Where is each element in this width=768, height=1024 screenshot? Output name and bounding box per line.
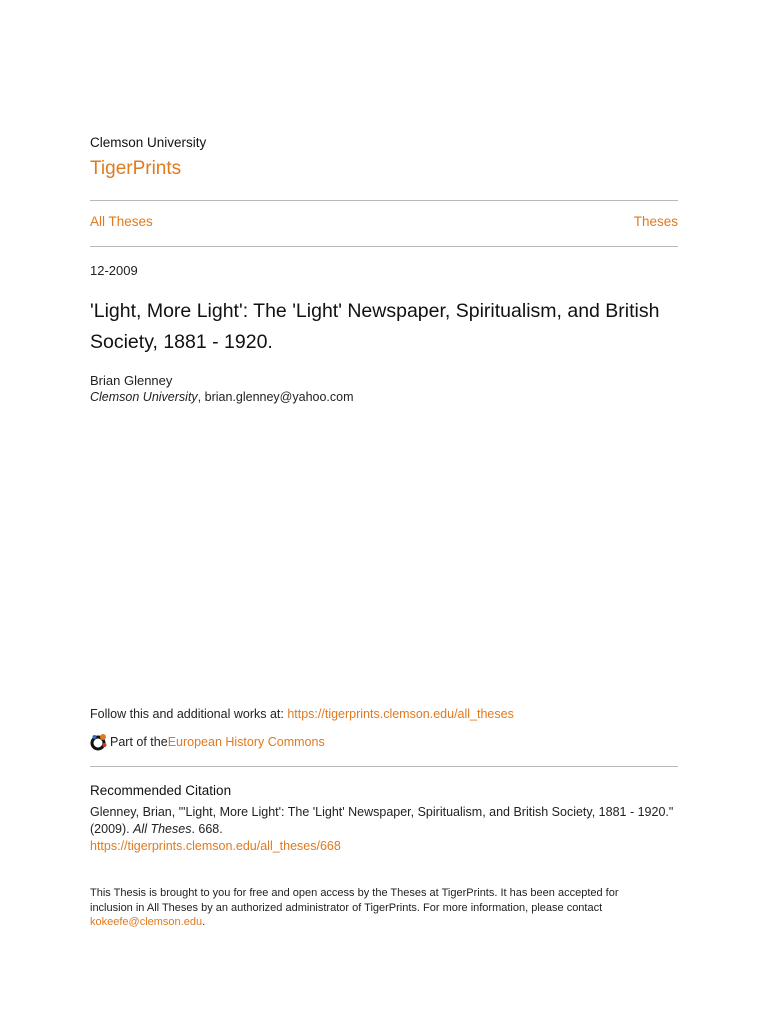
affiliation-separator: , [197, 390, 205, 404]
access-notice-text: This Thesis is brought to you for free and open access by the Theses at TigerPrints. It has been accepted for inclusion in All Theses by an authorized administrator of TigerPrints. For more information, please contact [90, 887, 619, 914]
access-notice-end: . [202, 916, 206, 928]
author-name: Brian Glenney [90, 373, 173, 388]
network-icon [90, 733, 108, 751]
follow-url-link[interactable]: https://tigerprints.clemson.edu/all_theses [287, 707, 514, 721]
citation-text [90, 804, 678, 855]
european-history-commons-link[interactable]: European History Commons [167, 735, 325, 749]
follow-line [90, 707, 514, 721]
top-divider [90, 200, 678, 201]
recommended-citation-heading: Recommended Citation [90, 783, 232, 798]
part-of-label: Part of the [110, 735, 168, 749]
citation-divider [90, 766, 678, 767]
citation-number: . 668. [191, 822, 223, 836]
repository-link[interactable]: TigerPrints [90, 158, 182, 179]
citation-body: Glenney, Brian, "'Light, More Light': The 'Light' Newspaper, Spiritualism, and British Society, 1881 - 1920." (2009). [90, 805, 674, 836]
author-affiliation [90, 390, 354, 404]
institution-name: Clemson University [90, 135, 207, 150]
author-email: brian.glenney@yahoo.com [204, 390, 354, 404]
document-title: 'Light, More Light': The 'Light' Newspaper, Spiritualism, and British Society, 1881 - 1920. [90, 300, 660, 353]
publication-date: 12-2009 [90, 263, 138, 278]
cover-page [90, 0, 678, 1024]
part-of-line [90, 733, 325, 751]
nav-divider [90, 246, 678, 247]
contact-email-link[interactable]: kokeefe@clemson.edu [90, 916, 203, 928]
citation-url-link[interactable]: https://tigerprints.clemson.edu/all_theses/668 [90, 839, 341, 853]
access-notice [90, 886, 650, 930]
theses-link[interactable]: Theses [633, 214, 678, 229]
all-theses-link[interactable]: All Theses [90, 214, 153, 229]
citation-series: All Theses [133, 822, 192, 836]
follow-label: Follow this and additional works at: [90, 707, 288, 721]
affiliation-name: Clemson University [90, 390, 198, 404]
